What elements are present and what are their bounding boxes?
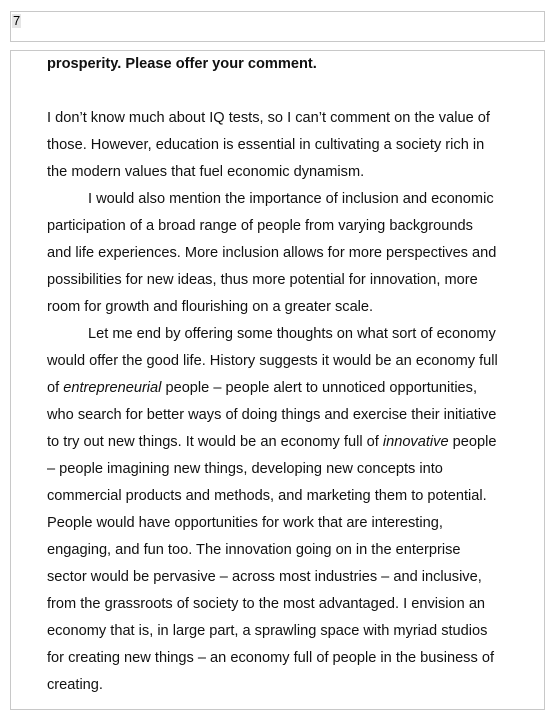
paragraph-3 bbox=[47, 321, 540, 699]
text-line: commercial products and methods, and marketing them to potential. bbox=[47, 488, 487, 504]
text-line: engaging, and fun too. The innovation going on in the enterprise bbox=[47, 542, 461, 558]
text-line: economy that is, in large part, a sprawling space with myriad studios bbox=[47, 623, 488, 639]
text-line: – people imagining new things, developing new concepts into bbox=[47, 461, 443, 477]
text-line: of entrepreneurial people – people alert to unnoticed opportunities, bbox=[47, 380, 478, 396]
text-line: those. However, education is essential in cultivating a society rich in bbox=[47, 137, 485, 153]
text-line: People would have opportunities for work that are interesting, bbox=[47, 515, 443, 531]
text-line: creating. bbox=[47, 677, 103, 693]
page-number: 7 bbox=[13, 13, 21, 28]
text-line: participation of a broad range of people from varying backgrounds bbox=[47, 218, 473, 234]
text-line: and life experiences. More inclusion allows for more perspectives and bbox=[47, 245, 497, 261]
page-header-box[interactable] bbox=[10, 11, 545, 42]
paragraph-1 bbox=[47, 105, 540, 186]
text-line: from the grassroots of society to the most advantaged. I envision an bbox=[47, 596, 486, 612]
text-line: sector would be pervasive – across most industries – and inclusive, bbox=[47, 569, 482, 585]
text-line: would offer the good life. History suggests it would be an economy full bbox=[47, 353, 498, 369]
text-line: I would also mention the importance of inclusion and economic bbox=[88, 191, 494, 207]
document-page[interactable] bbox=[10, 50, 545, 710]
text-line: I don’t know much about IQ tests, so I can’t comment on the value of bbox=[47, 110, 490, 126]
text-line: for creating new things – an economy full of people in the business of bbox=[47, 650, 495, 666]
text-line: who search for better ways of doing things and exercise their initiative bbox=[47, 407, 497, 423]
text-line: to try out new things. It would be an economy full of innovative people bbox=[47, 434, 497, 450]
document-body bbox=[47, 51, 540, 699]
heading-line: prosperity. Please offer your comment. bbox=[47, 56, 317, 72]
text-line: the modern values that fuel economic dynamism. bbox=[47, 164, 365, 180]
paragraph-2 bbox=[47, 186, 540, 321]
text-line: possibilities for new ideas, thus more potential for innovation, more bbox=[47, 272, 478, 288]
emphasis-innovative: innovative bbox=[382, 434, 449, 450]
text-line: Let me end by offering some thoughts on what sort of economy bbox=[88, 326, 496, 342]
text-line: room for growth and flourishing on a greater scale. bbox=[47, 299, 374, 315]
emphasis-entrepreneurial: entrepreneurial bbox=[63, 380, 162, 396]
